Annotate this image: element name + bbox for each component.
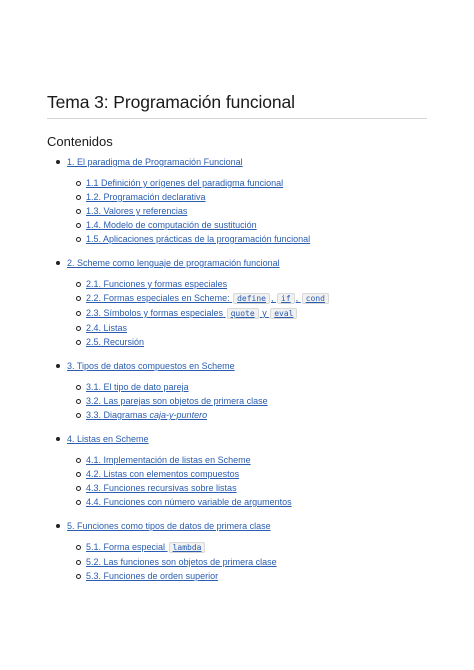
toc-link-section-2[interactable]: 2. Scheme como lenguaje de programación funcional (67, 258, 280, 268)
circle-bullet-icon (76, 209, 81, 214)
toc-sublist-2 (67, 277, 427, 349)
bullet-icon (56, 437, 60, 441)
circle-bullet-icon (76, 195, 81, 200)
toc-item-1-5 (67, 232, 427, 246)
circle-bullet-icon (76, 560, 81, 565)
toc-section-1 (47, 156, 427, 246)
bullet-icon (56, 364, 60, 368)
circle-bullet-icon (76, 237, 81, 242)
toc-item-1-4 (67, 218, 427, 232)
circle-bullet-icon (76, 413, 81, 418)
toc-link-1-5[interactable]: 1.5. Aplicaciones prácticas de la programación funcional (86, 234, 311, 244)
toc-item-1-3 (67, 204, 427, 218)
circle-bullet-icon (76, 385, 81, 390)
toc-item-5-2 (67, 555, 427, 569)
circle-bullet-icon (76, 181, 81, 186)
toc-link-5-2[interactable]: 5.2. Las funciones son objetos de primera clase (86, 557, 277, 567)
circle-bullet-icon (76, 223, 81, 228)
toc-text-2-2: 2.2. Formas especiales en Scheme: (86, 293, 230, 303)
toc-item-1-2 (67, 190, 427, 204)
toc-section-3 (47, 360, 427, 422)
bullet-icon (56, 261, 60, 265)
toc-link-4-1[interactable]: 4.1. Implementación de listas en Scheme (86, 455, 251, 465)
toc-item-2-3 (67, 306, 427, 321)
bullet-icon (56, 524, 60, 528)
document-page (47, 92, 427, 583)
toc-sublist-4 (67, 453, 427, 509)
toc-item-2-2 (67, 291, 427, 306)
toc-link-3-2[interactable]: 3.2. Las parejas son objetos de primera clase (86, 396, 268, 406)
toc-item-1-1 (67, 176, 427, 190)
toc-link-section-3[interactable]: 3. Tipos de datos compuestos en Scheme (67, 361, 235, 371)
toc-emphasis-3-3: caja-y-puntero (149, 410, 208, 420)
toc-item-5-3 (67, 569, 427, 583)
toc-item-4-1 (67, 453, 427, 467)
circle-bullet-icon (76, 486, 81, 491)
toc-text-5-1: 5.1. Forma especial (86, 542, 166, 552)
toc-link-1-3[interactable]: 1.3. Valores y referencias (86, 206, 188, 216)
toc-item-4-4 (67, 495, 427, 509)
circle-bullet-icon (76, 296, 81, 301)
toc-text-2-3: 2.3. Símbolos y formas especiales (86, 308, 224, 318)
toc-item-4-2 (67, 467, 427, 481)
toc-list (47, 156, 427, 583)
toc-item-3-2 (67, 394, 427, 408)
toc-link-section-5[interactable]: 5. Funciones como tipos de datos de primera clase (67, 521, 271, 531)
toc-link-4-4[interactable]: 4.4. Funciones con número variable de argumentos (86, 497, 292, 507)
circle-bullet-icon (76, 311, 81, 316)
toc-item-5-1 (67, 540, 427, 555)
toc-link-1-1[interactable]: 1.1 Definición y orígenes del paradigma funcional (86, 178, 284, 188)
toc-link-1-2[interactable]: 1.2. Programación declarativa (86, 192, 206, 202)
toc-link-4-3[interactable]: 4.3. Funciones recursivas sobre listas (86, 483, 237, 493)
circle-bullet-icon (76, 326, 81, 331)
toc-link-2-5[interactable]: 2.5. Recursión (86, 337, 145, 347)
toc-link-3-3[interactable] (86, 410, 207, 420)
toc-link-section-4[interactable]: 4. Listas en Scheme (67, 434, 149, 444)
separator: , (271, 293, 274, 303)
code-cond: cond (302, 293, 329, 304)
circle-bullet-icon (76, 458, 81, 463)
bullet-icon (56, 160, 60, 164)
conjunction: y (262, 308, 267, 318)
code-define: define (233, 293, 270, 304)
toc-link-2-4[interactable]: 2.4. Listas (86, 323, 128, 333)
toc-item-2-4 (67, 321, 427, 335)
circle-bullet-icon (76, 545, 81, 550)
toc-link-5-1[interactable] (86, 542, 206, 552)
toc-link-2-3[interactable] (86, 308, 298, 318)
circle-bullet-icon (76, 399, 81, 404)
toc-link-5-3[interactable]: 5.3. Funciones de orden superior (86, 571, 219, 581)
code-if: if (277, 293, 295, 304)
toc-link-section-1[interactable]: 1. El paradigma de Programación Funcional (67, 157, 243, 167)
toc-sublist-1 (67, 176, 427, 246)
toc-item-3-1 (67, 380, 427, 394)
toc-sublist-3 (67, 380, 427, 422)
circle-bullet-icon (76, 340, 81, 345)
toc-section-2 (47, 257, 427, 349)
toc-text-3-3: 3.3. Diagramas (86, 410, 148, 420)
toc-item-2-1 (67, 277, 427, 291)
page-title: Tema 3: Programación funcional (47, 92, 427, 119)
circle-bullet-icon (76, 574, 81, 579)
separator: , (295, 293, 299, 303)
toc-link-3-1[interactable]: 3.1. El tipo de dato pareja (86, 382, 189, 392)
contents-heading: Contenidos (47, 134, 113, 149)
toc-item-3-3 (67, 408, 427, 422)
toc-item-4-3 (67, 481, 427, 495)
toc-section-4 (47, 433, 427, 509)
code-eval: eval (270, 308, 297, 319)
toc-item-2-5 (67, 335, 427, 349)
circle-bullet-icon (76, 500, 81, 505)
toc-link-2-1[interactable]: 2.1. Funciones y formas especiales (86, 279, 228, 289)
toc-link-2-2[interactable] (86, 293, 330, 303)
circle-bullet-icon (76, 282, 81, 287)
toc-sublist-5 (67, 540, 427, 583)
code-quote: quote (227, 308, 259, 319)
circle-bullet-icon (76, 472, 81, 477)
toc-section-5 (47, 520, 427, 583)
code-lambda: lambda (169, 542, 206, 553)
toc-link-4-2[interactable]: 4.2. Listas con elementos compuestos (86, 469, 240, 479)
toc-link-1-4[interactable]: 1.4. Modelo de computación de sustitución (86, 220, 257, 230)
